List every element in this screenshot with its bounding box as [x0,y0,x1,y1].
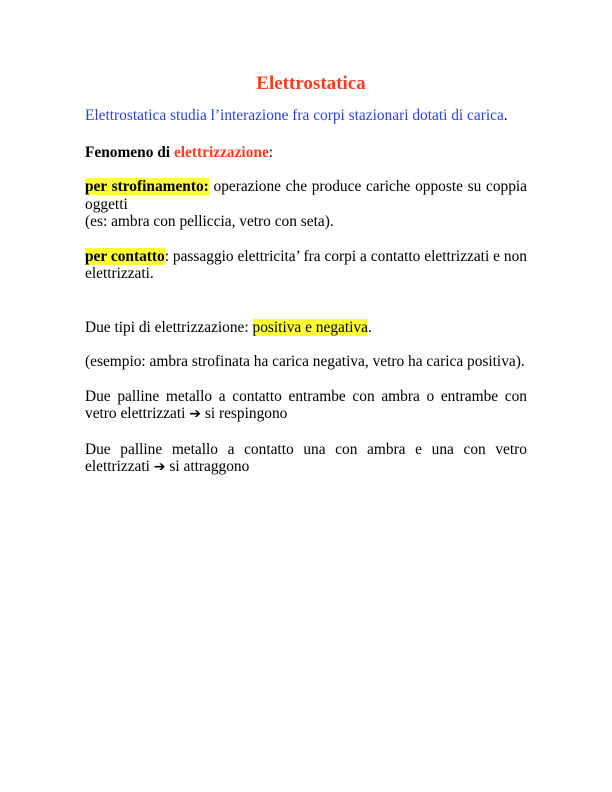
intro-text: Elettrostatica studia l’interazione fra corpi stazionari dotati di carica [85,107,504,124]
tipi-highlight: positiva e negativa [252,318,368,336]
respingono-result: si respingono [201,405,288,422]
respingono-paragraph [85,388,527,424]
strofinamento-example: (es: ambra con pelliccia, vetro con seta). [85,213,334,230]
attraggono-result: si attraggono [165,458,250,475]
heading-prefix: Fenomeno di [85,143,174,161]
tipi-paragraph [85,319,527,337]
strofinamento-text: operazione che produce cariche opposte su coppia oggetti [85,178,528,213]
strofinamento-paragraph [85,178,527,231]
respingono-text: Due palline metallo a contatto entrambe con ambra o entrambe con vetro elettrizzati [85,387,527,422]
contatto-paragraph [85,248,527,283]
intro-period: . [503,107,508,124]
tipi-suffix: . [367,318,372,336]
attraggono-text: Due palline metallo a contatto una con ambra e una con vetro elettrizzati [85,440,527,475]
page-title: Elettrostatica [256,73,366,94]
tipi-prefix: Due tipi di elettrizzazione: [85,318,253,336]
arrow-right-icon: ➔ [189,406,201,422]
attraggono-paragraph [85,441,527,477]
arrow-right-icon: ➔ [153,459,166,475]
intro-paragraph [85,107,527,125]
section-heading [85,144,527,162]
contatto-text: : passaggio elettricita’ fra corpi a contatto elettrizzati e non elettrizzati. [85,247,527,282]
contatto-label: per contatto [85,247,165,265]
heading-colon: : [268,143,274,161]
document-page [85,72,527,494]
esempio-paragraph: (esempio: ambra strofinata ha carica negativa, vetro ha carica positiva). [85,353,525,370]
strofinamento-label: per strofinamento: [85,178,209,195]
heading-keyword: elettrizzazione [173,143,269,161]
